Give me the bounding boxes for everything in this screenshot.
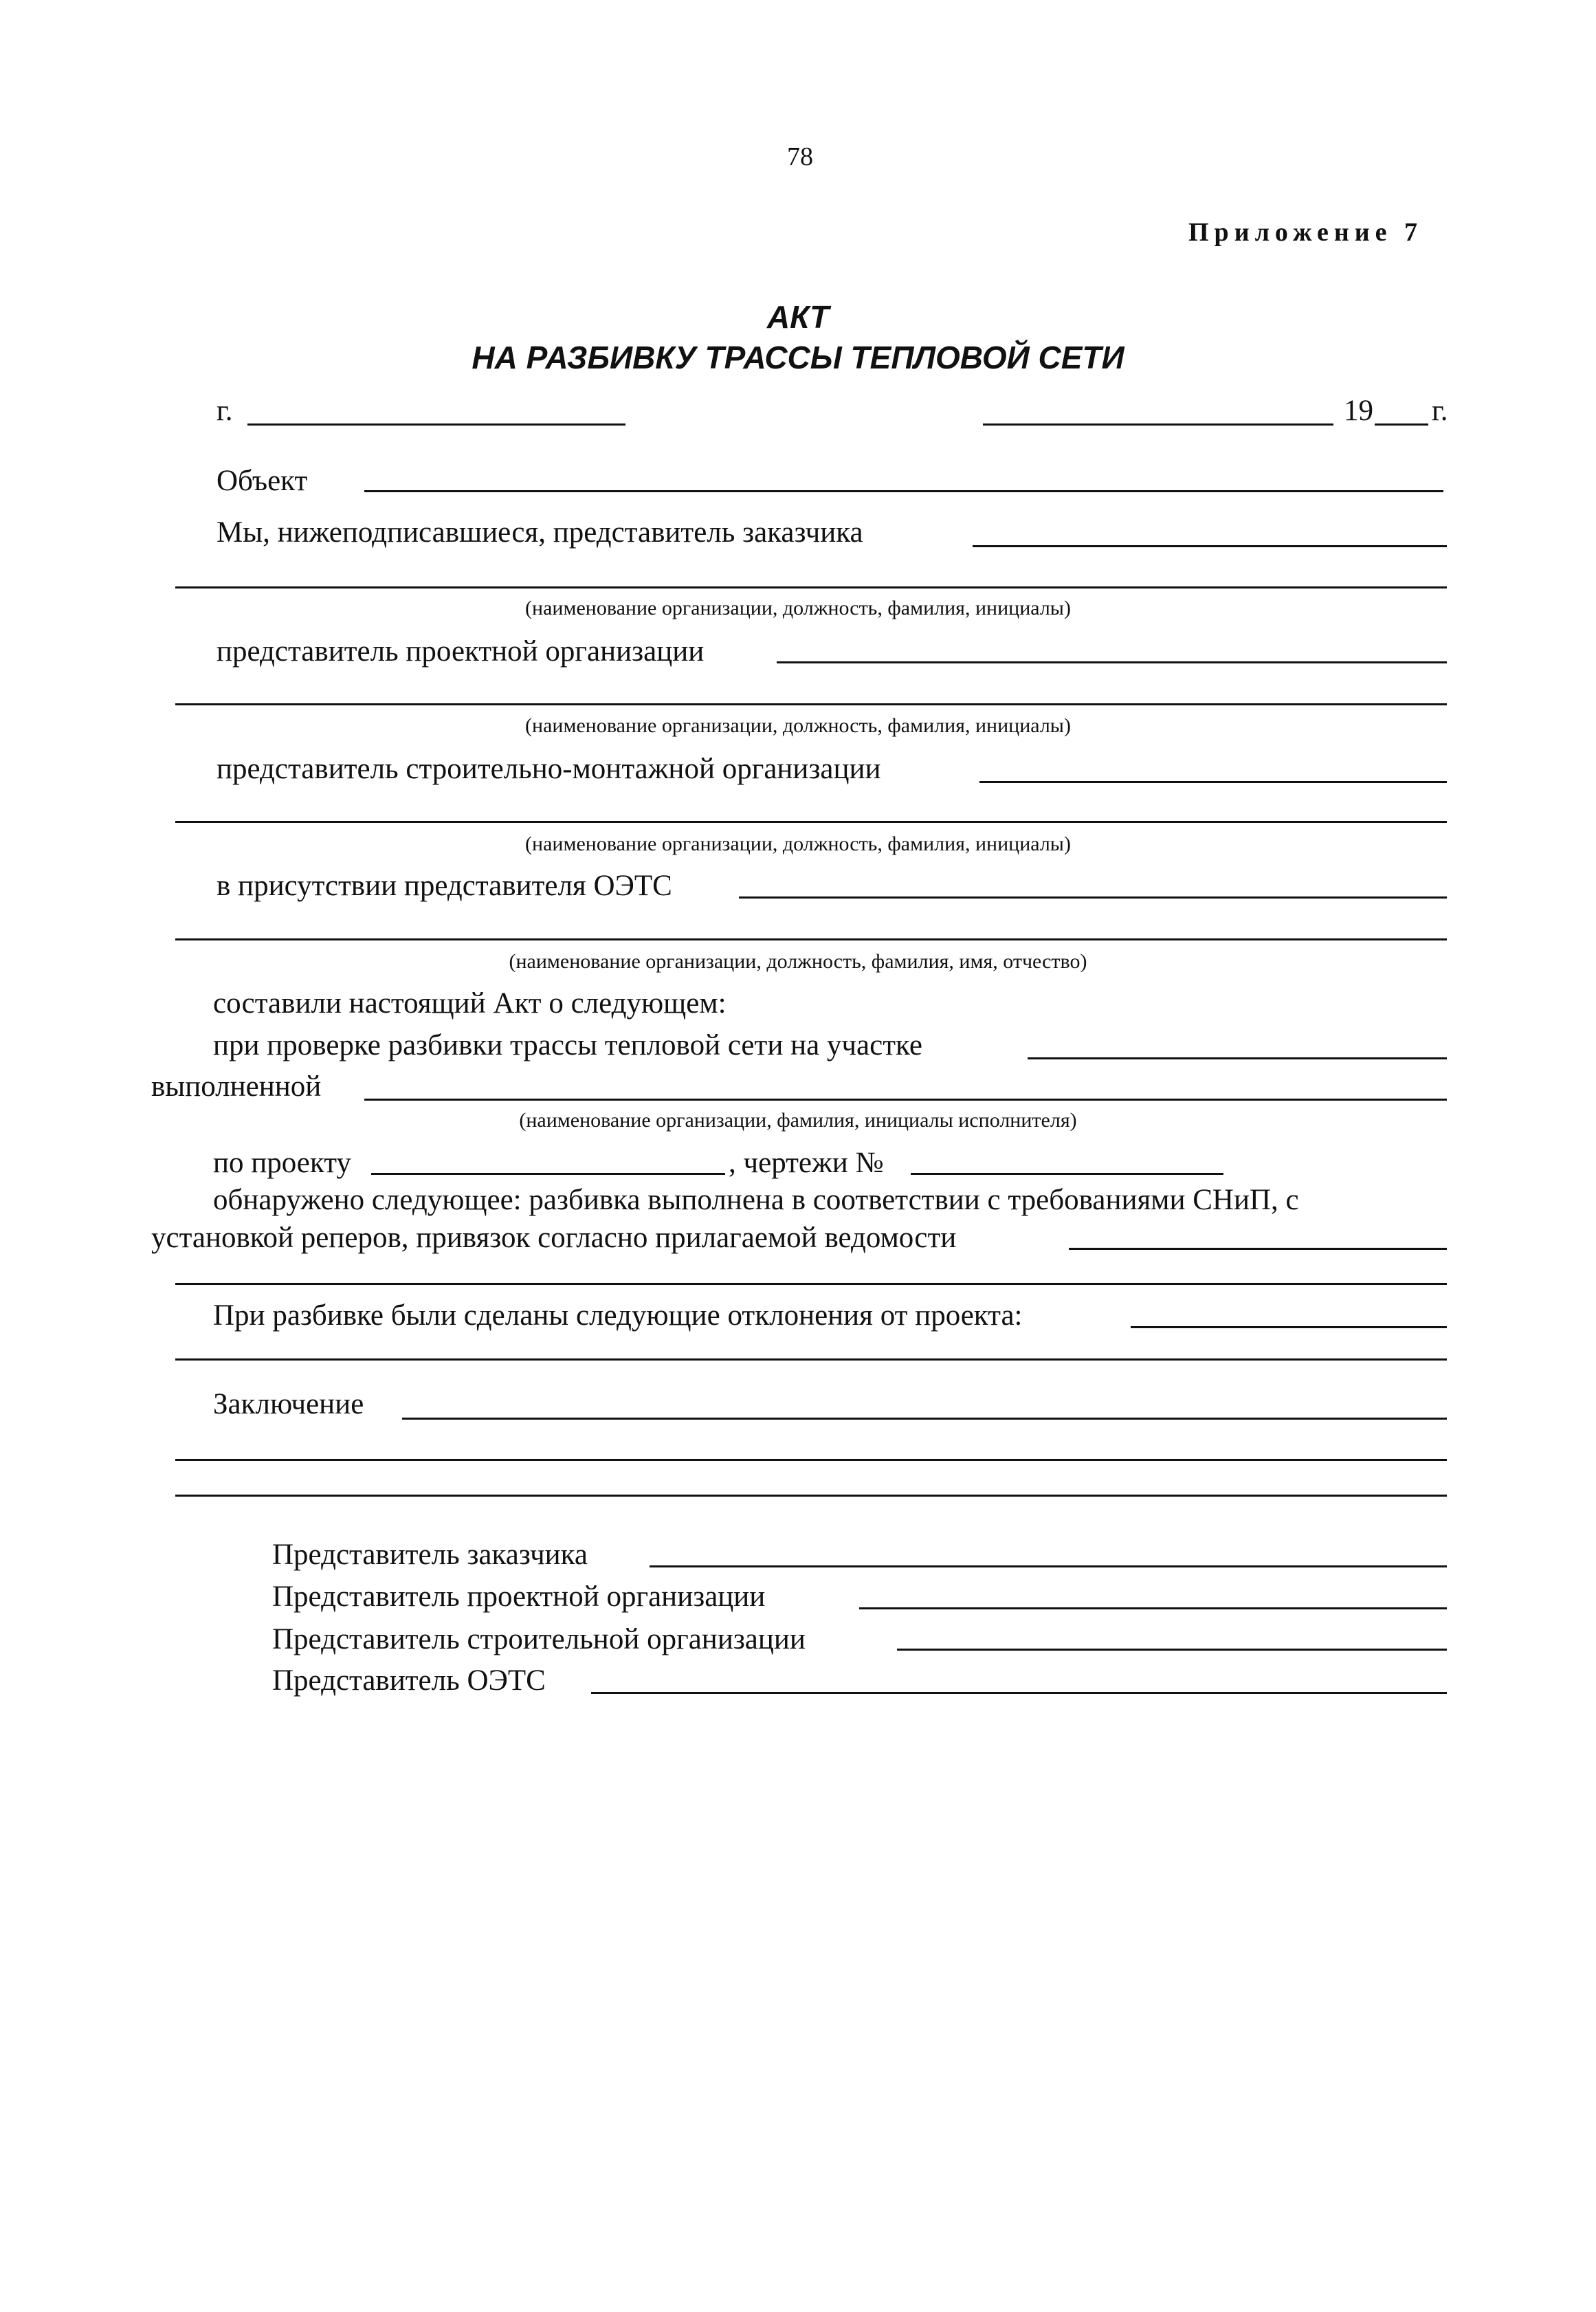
construction-org-blank-line[interactable] xyxy=(979,781,1447,783)
construction-org-label: представитель строительно-монтажной организации xyxy=(217,753,881,785)
year-prefix: 19 xyxy=(1344,395,1373,427)
inspection-blank-line[interactable] xyxy=(1028,1057,1447,1059)
project-blank-line[interactable] xyxy=(371,1173,725,1175)
customer-blank-line[interactable] xyxy=(973,545,1447,547)
signature-oets-label: Представитель ОЭТС xyxy=(272,1664,546,1697)
document-title-line-2: НА РАЗБИВКУ ТРАССЫ ТЕПЛОВОЙ СЕТИ xyxy=(472,340,1124,375)
customer-details-line[interactable] xyxy=(175,586,1447,588)
signature-design-org-label: Представитель проектной организации xyxy=(272,1581,766,1613)
year-suffix: г. xyxy=(1432,395,1448,427)
found-line-1: обнаружено следующее: разбивка выполнена в соответствии с требованиями СНиП, с xyxy=(213,1184,1299,1216)
caption-design-org: (наименование организации, должность, фамилия, инициалы) xyxy=(525,714,1071,737)
found-details-line[interactable] xyxy=(175,1283,1447,1285)
conclusion-label: Заключение xyxy=(213,1388,364,1420)
city-prefix: г. xyxy=(217,395,233,427)
caption-customer: (наименование организации, должность, фамилия, инициалы) xyxy=(525,597,1071,619)
drawings-label: , чертежи № xyxy=(729,1147,884,1179)
deviations-blank-line[interactable] xyxy=(1131,1326,1447,1328)
object-label: Объект xyxy=(217,465,308,497)
oets-details-line[interactable] xyxy=(175,938,1447,940)
performed-label: выполненной xyxy=(151,1070,322,1103)
signature-design-org-line[interactable] xyxy=(859,1607,1447,1609)
object-blank-line[interactable] xyxy=(364,490,1443,492)
conclusion-details-line-2[interactable] xyxy=(175,1495,1447,1497)
page-number: 78 xyxy=(787,142,813,171)
signature-customer-line[interactable] xyxy=(650,1565,1447,1567)
date-blank-line[interactable] xyxy=(983,423,1333,426)
deviations-details-line[interactable] xyxy=(175,1358,1447,1361)
deviations-label: При разбивке были сделаны следующие отклонения от проекта: xyxy=(213,1299,1023,1332)
oets-presence-label: в присутствии представителя ОЭТС xyxy=(217,870,672,902)
inspection-label: при проверке разбивки трассы тепловой сети на участке xyxy=(213,1029,922,1061)
conclusion-blank-line[interactable] xyxy=(402,1418,1447,1420)
found-blank-line[interactable] xyxy=(1069,1248,1447,1250)
project-label: по проекту xyxy=(213,1147,351,1179)
conclusion-details-line-1[interactable] xyxy=(175,1459,1447,1461)
found-line-2: установкой реперов, привязок согласно прилагаемой ведомости xyxy=(151,1222,957,1254)
drawings-blank-line[interactable] xyxy=(911,1173,1223,1175)
performed-blank-line[interactable] xyxy=(364,1099,1447,1101)
oets-blank-line[interactable] xyxy=(739,896,1447,899)
signature-customer-label: Представитель заказчика xyxy=(272,1539,588,1571)
caption-construction-org: (наименование организации, должность, фамилия, инициалы) xyxy=(525,833,1071,855)
act-intro: составили настоящий Акт о следующем: xyxy=(213,987,727,1020)
signature-oets-line[interactable] xyxy=(591,1692,1447,1694)
caption-oets: (наименование организации, должность, фамилия, имя, отчество) xyxy=(509,950,1087,973)
caption-performer: (наименование организации, фамилия, инициалы исполнителя) xyxy=(519,1109,1077,1132)
signature-construction-org-label: Представитель строительной организации xyxy=(272,1623,806,1655)
design-org-details-line[interactable] xyxy=(175,703,1447,705)
design-org-blank-line[interactable] xyxy=(777,661,1447,663)
document-title-line-1: АКТ xyxy=(766,299,830,335)
appendix-label: Приложение 7 xyxy=(1188,218,1423,247)
city-blank-line[interactable] xyxy=(247,423,625,426)
design-org-label: представитель проектной организации xyxy=(217,635,705,668)
construction-org-details-line[interactable] xyxy=(175,821,1447,823)
customer-intro: Мы, нижеподписавшиеся, представитель заказчика xyxy=(217,516,863,549)
signature-construction-org-line[interactable] xyxy=(897,1649,1447,1651)
year-blank-line[interactable] xyxy=(1375,423,1428,426)
